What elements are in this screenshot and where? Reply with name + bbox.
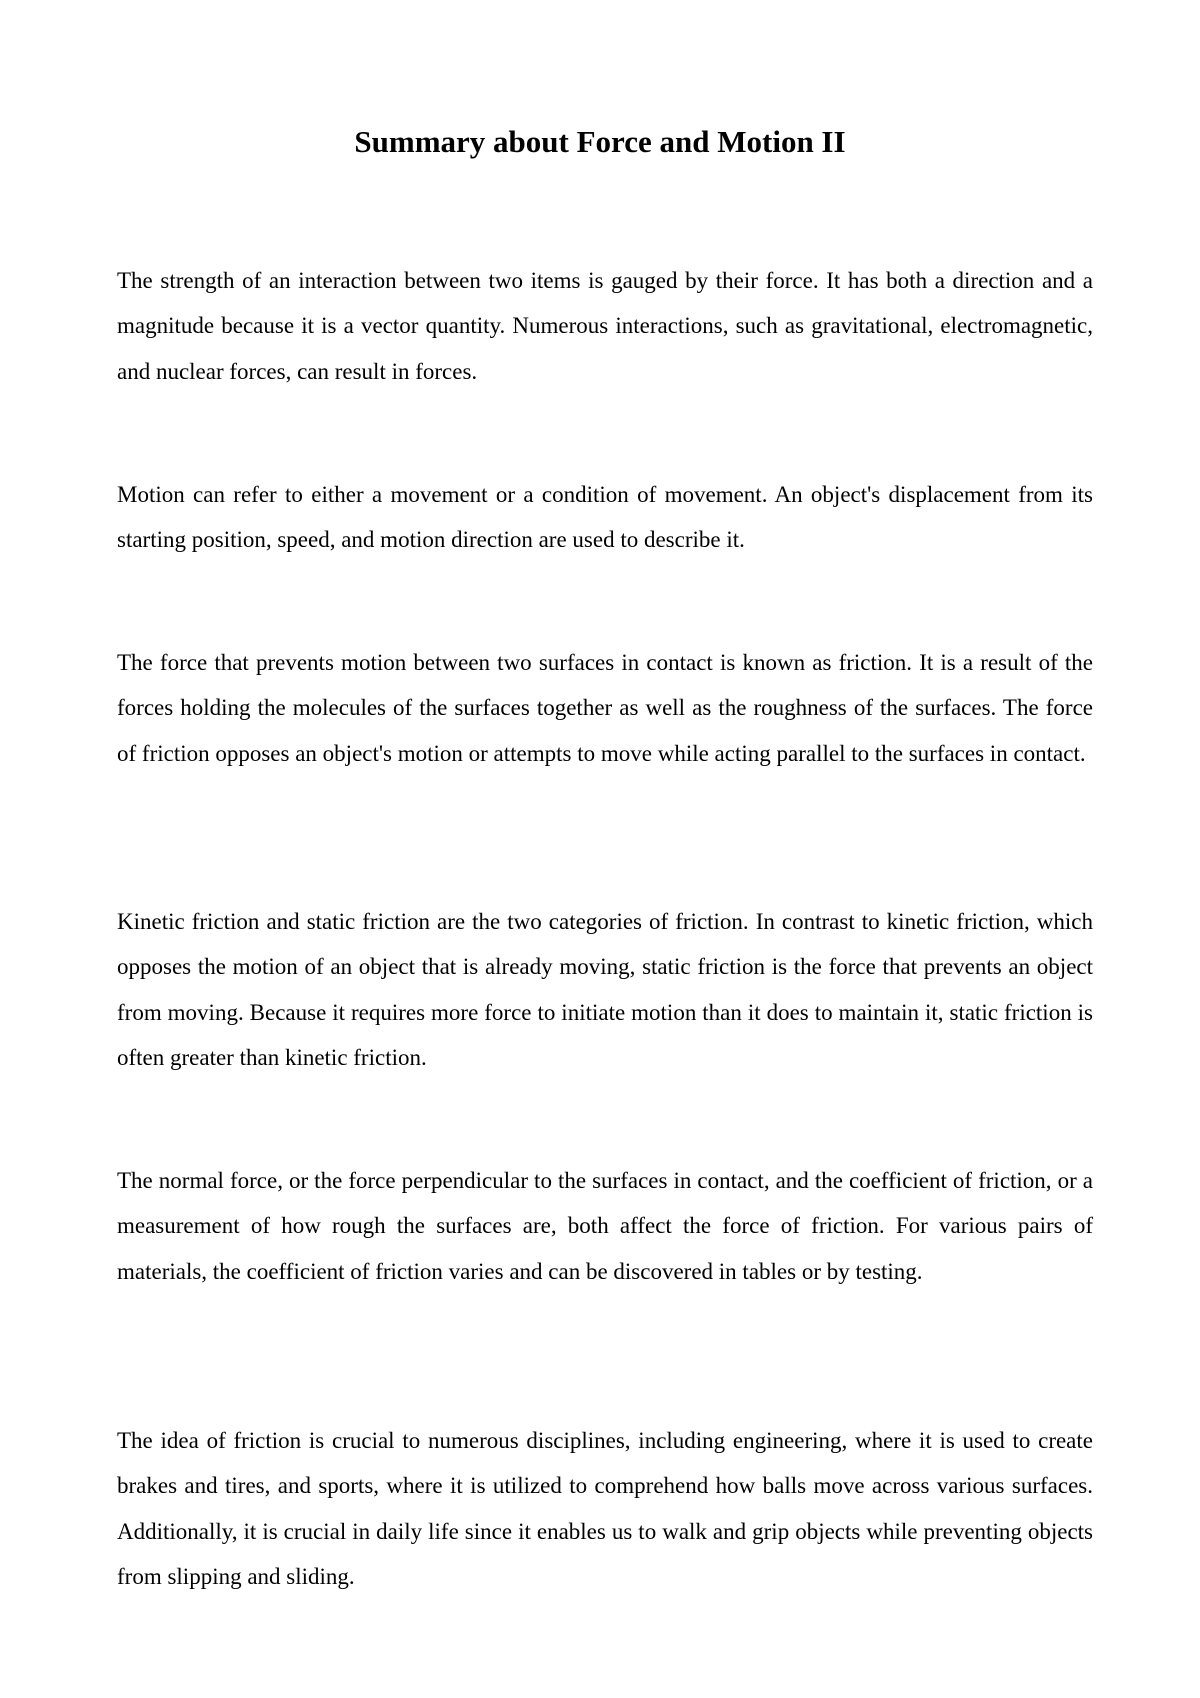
paragraph-motion-definition: Motion can refer to either a movement or a condition of movement. An object's displacement from its starting position, speed, and motion direction are used to describe it. bbox=[117, 482, 1093, 553]
document-title: Summary about Force and Motion II bbox=[354, 124, 846, 159]
paragraph-friction-categories: Kinetic friction and static friction are the two categories of friction. In contrast to kinetic friction, which opposes the motion of an object that is already moving, static friction is the force that prevents an object from moving. Because it requires more force to initiate motion than it does to maintain it, static friction is often greater than kinetic friction. bbox=[117, 909, 1093, 1070]
paragraph-friction-definition: The force that prevents motion between two surfaces in contact is known as friction. It is a result of the forces holding the molecules of the surfaces together as well as the roughness of the surfaces. The force of friction opposes an object's motion or attempts to move while acting parallel to the surfaces in contact. bbox=[117, 650, 1093, 766]
paragraph-force-definition: The strength of an interaction between two items is gauged by their force. It has both a direction and a magnitude because it is a vector quantity. Numerous interactions, such as gravitational, electromagnetic, and nuclear forces, can result in forces. bbox=[117, 268, 1093, 384]
paragraph-friction-applications: The idea of friction is crucial to numerous disciplines, including engineering, where it is used to create brakes and tires, and sports, where it is utilized to comprehend how balls move across various surfaces. Additionally, it is crucial in daily life since it enables us to walk and grip objects while preventing objects from slipping and sliding. bbox=[117, 1428, 1093, 1589]
paragraph-friction-factors: The normal force, or the force perpendicular to the surfaces in contact, and the coefficient of friction, or a measurement of how rough the surfaces are, both affect the force of friction. For various pairs of materials, the coefficient of friction varies and can be discovered in tables or by testing. bbox=[117, 1168, 1093, 1284]
